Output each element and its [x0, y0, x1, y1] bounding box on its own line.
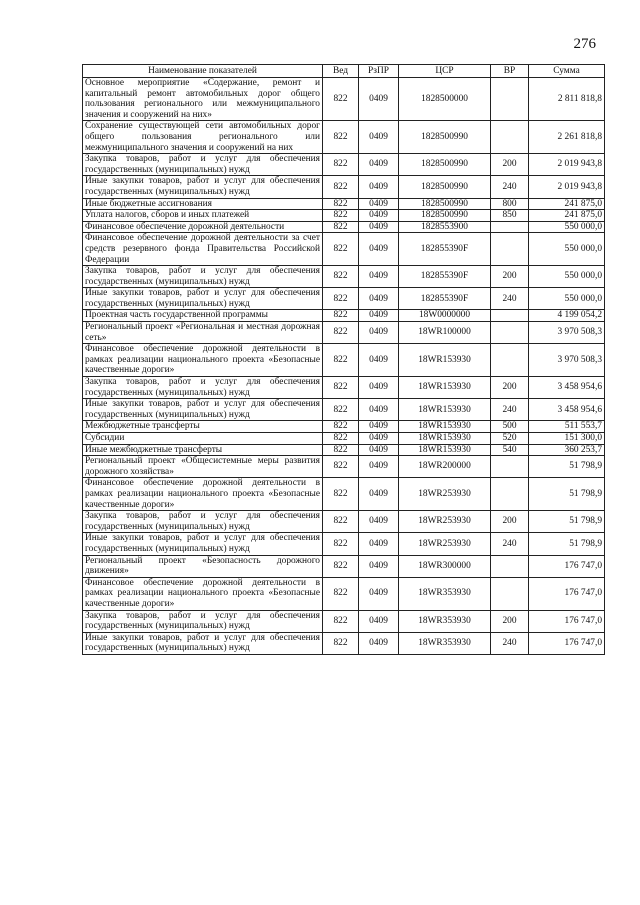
header-name: Наименование показателей	[83, 65, 323, 78]
cell-csr: 18WR153930	[399, 377, 491, 399]
cell-name: Региональный проект «Безопасность дорожного движения»	[83, 555, 323, 577]
cell-csr: 18WR353930	[399, 577, 491, 610]
cell-ved: 822	[323, 377, 359, 399]
cell-rzpr: 0409	[359, 577, 399, 610]
cell-vr: 500	[491, 421, 529, 433]
cell-vr: 240	[491, 288, 529, 310]
cell-vr	[491, 121, 529, 154]
cell-name: Субсидии	[83, 433, 323, 445]
table-row	[83, 176, 605, 198]
cell-vr	[491, 456, 529, 478]
table-row	[83, 288, 605, 310]
cell-name: Основное мероприятие «Содержание, ремонт и капитальный ремонт автомобильных дорог общего пользования регионального или межмуниципального значения и сооружений на них»	[83, 78, 323, 121]
table-row	[83, 610, 605, 632]
cell-ved: 822	[323, 610, 359, 632]
cell-vr: 200	[491, 511, 529, 533]
cell-vr: 240	[491, 533, 529, 555]
cell-csr: 18WR153930	[399, 444, 491, 456]
cell-vr	[491, 221, 529, 233]
cell-csr: 18WR153930	[399, 344, 491, 377]
cell-name: Иные закупки товаров, работ и услуг для обеспечения государственных (муниципальных) нужд	[83, 176, 323, 198]
cell-csr: 18WR200000	[399, 456, 491, 478]
cell-sum: 2 811 818,8	[529, 78, 605, 121]
cell-ved: 822	[323, 176, 359, 198]
cell-name: Финансовое обеспечение дорожной деятельности	[83, 221, 323, 233]
table-row	[83, 210, 605, 222]
cell-vr	[491, 478, 529, 511]
cell-ved: 822	[323, 266, 359, 288]
cell-csr: 18WR153930	[399, 433, 491, 445]
cell-ved: 822	[323, 555, 359, 577]
cell-rzpr: 0409	[359, 478, 399, 511]
cell-ved: 822	[323, 421, 359, 433]
cell-rzpr: 0409	[359, 511, 399, 533]
cell-rzpr: 0409	[359, 632, 399, 654]
table-row	[83, 221, 605, 233]
cell-ved: 822	[323, 233, 359, 266]
cell-sum: 3 970 508,3	[529, 322, 605, 344]
page-number: 276	[573, 36, 596, 52]
cell-name: Финансовое обеспечение дорожной деятельности в рамках реализации национального проекта «Безопасные качественные дороги»	[83, 577, 323, 610]
cell-vr	[491, 555, 529, 577]
cell-sum: 3 970 508,3	[529, 344, 605, 377]
cell-rzpr: 0409	[359, 533, 399, 555]
cell-rzpr: 0409	[359, 322, 399, 344]
header-csr: ЦСР	[399, 65, 491, 78]
cell-sum: 360 253,7	[529, 444, 605, 456]
cell-name: Иные закупки товаров, работ и услуг для обеспечения государственных (муниципальных) нужд	[83, 399, 323, 421]
cell-vr	[491, 310, 529, 322]
cell-csr: 1828500990	[399, 198, 491, 210]
table-row	[83, 577, 605, 610]
cell-sum: 151 300,0	[529, 433, 605, 445]
cell-sum: 51 798,9	[529, 533, 605, 555]
cell-sum: 550 000,0	[529, 221, 605, 233]
table-row	[83, 377, 605, 399]
cell-rzpr: 0409	[359, 176, 399, 198]
cell-vr: 200	[491, 377, 529, 399]
cell-name: Сохранение существующей сети автомобильных дорог общего пользования регионального или межмуниципального значения и сооружений на них	[83, 121, 323, 154]
cell-rzpr: 0409	[359, 266, 399, 288]
table-row	[83, 632, 605, 654]
cell-ved: 822	[323, 533, 359, 555]
cell-sum: 176 747,0	[529, 610, 605, 632]
cell-name: Проектная часть государственной программы	[83, 310, 323, 322]
cell-rzpr: 0409	[359, 399, 399, 421]
cell-ved: 822	[323, 322, 359, 344]
cell-vr	[491, 233, 529, 266]
cell-sum: 241 875,0	[529, 210, 605, 222]
cell-csr: 18WR153930	[399, 399, 491, 421]
cell-vr: 200	[491, 266, 529, 288]
cell-csr: 1828553900	[399, 221, 491, 233]
table-row	[83, 233, 605, 266]
cell-sum: 550 000,0	[529, 233, 605, 266]
cell-sum: 51 798,9	[529, 478, 605, 511]
cell-sum: 2 019 943,8	[529, 176, 605, 198]
cell-name: Финансовое обеспечение дорожной деятельности в рамках реализации национального проекта «Безопасные качественные дороги»	[83, 478, 323, 511]
budget-table	[82, 64, 605, 655]
cell-name: Межбюджетные трансферты	[83, 421, 323, 433]
cell-ved: 822	[323, 198, 359, 210]
cell-ved: 822	[323, 456, 359, 478]
cell-ved: 822	[323, 154, 359, 176]
cell-name: Иные закупки товаров, работ и услуг для обеспечения государственных (муниципальных) нужд	[83, 533, 323, 555]
cell-name: Иные закупки товаров, работ и услуг для обеспечения государственных (муниципальных) нужд	[83, 632, 323, 654]
cell-csr: 182855390F	[399, 266, 491, 288]
cell-csr: 182855390F	[399, 288, 491, 310]
cell-csr: 18WR300000	[399, 555, 491, 577]
cell-rzpr: 0409	[359, 344, 399, 377]
cell-ved: 822	[323, 121, 359, 154]
cell-name: Иные межбюджетные трансферты	[83, 444, 323, 456]
cell-sum: 51 798,9	[529, 456, 605, 478]
table-row	[83, 121, 605, 154]
header-vr: ВР	[491, 65, 529, 78]
cell-sum: 176 747,0	[529, 577, 605, 610]
cell-name: Региональный проект «Региональная и местная дорожная сеть»	[83, 322, 323, 344]
cell-rzpr: 0409	[359, 456, 399, 478]
header-ved: Вед	[323, 65, 359, 78]
cell-csr: 18WR253930	[399, 533, 491, 555]
cell-vr: 520	[491, 433, 529, 445]
cell-sum: 3 458 954,6	[529, 377, 605, 399]
cell-name: Региональный проект «Общесистемные меры развития дорожного хозяйства»	[83, 456, 323, 478]
cell-vr	[491, 577, 529, 610]
cell-sum: 241 875,0	[529, 198, 605, 210]
cell-name: Закупка товаров, работ и услуг для обеспечения государственных (муниципальных) нужд	[83, 266, 323, 288]
table-row	[83, 198, 605, 210]
cell-sum: 3 458 954,6	[529, 399, 605, 421]
table-row	[83, 555, 605, 577]
table-row	[83, 444, 605, 456]
cell-name: Закупка товаров, работ и услуг для обеспечения государственных (муниципальных) нужд	[83, 511, 323, 533]
table-row	[83, 154, 605, 176]
cell-csr: 18W0000000	[399, 310, 491, 322]
header-sum: Сумма	[529, 65, 605, 78]
cell-name: Финансовое обеспечение дорожной деятельности за счет средств резервного фонда Правительства Российской Федерации	[83, 233, 323, 266]
cell-vr	[491, 344, 529, 377]
cell-rzpr: 0409	[359, 121, 399, 154]
cell-vr	[491, 78, 529, 121]
cell-sum: 550 000,0	[529, 288, 605, 310]
cell-rzpr: 0409	[359, 433, 399, 445]
cell-csr: 1828500990	[399, 154, 491, 176]
cell-vr: 240	[491, 399, 529, 421]
cell-sum: 2 019 943,8	[529, 154, 605, 176]
cell-ved: 822	[323, 511, 359, 533]
cell-ved: 822	[323, 310, 359, 322]
table-row	[83, 421, 605, 433]
table-row	[83, 478, 605, 511]
cell-rzpr: 0409	[359, 198, 399, 210]
header-row	[83, 65, 605, 78]
cell-name: Уплата налогов, сборов и иных платежей	[83, 210, 323, 222]
table-row	[83, 78, 605, 121]
cell-vr: 200	[491, 154, 529, 176]
cell-rzpr: 0409	[359, 78, 399, 121]
cell-ved: 822	[323, 344, 359, 377]
table-row	[83, 310, 605, 322]
cell-name: Закупка товаров, работ и услуг для обеспечения государственных (муниципальных) нужд	[83, 377, 323, 399]
cell-rzpr: 0409	[359, 377, 399, 399]
table-row	[83, 456, 605, 478]
cell-sum: 51 798,9	[529, 511, 605, 533]
cell-csr: 18WR353930	[399, 632, 491, 654]
cell-name: Иные бюджетные ассигнования	[83, 198, 323, 210]
cell-vr: 540	[491, 444, 529, 456]
cell-csr: 1828500990	[399, 121, 491, 154]
cell-csr: 182855390F	[399, 233, 491, 266]
table-row	[83, 533, 605, 555]
cell-name: Закупка товаров, работ и услуг для обеспечения государственных (муниципальных) нужд	[83, 610, 323, 632]
cell-csr: 1828500000	[399, 78, 491, 121]
cell-sum: 550 000,0	[529, 266, 605, 288]
cell-sum: 511 553,7	[529, 421, 605, 433]
cell-ved: 822	[323, 433, 359, 445]
cell-ved: 822	[323, 78, 359, 121]
cell-rzpr: 0409	[359, 555, 399, 577]
cell-csr: 1828500990	[399, 176, 491, 198]
cell-csr: 1828500990	[399, 210, 491, 222]
table-body	[83, 78, 605, 655]
cell-csr: 18WR153930	[399, 421, 491, 433]
cell-name: Иные закупки товаров, работ и услуг для обеспечения государственных (муниципальных) нужд	[83, 288, 323, 310]
cell-vr: 240	[491, 176, 529, 198]
table-row	[83, 399, 605, 421]
cell-rzpr: 0409	[359, 610, 399, 632]
cell-csr: 18WR253930	[399, 511, 491, 533]
cell-vr: 800	[491, 198, 529, 210]
cell-name: Закупка товаров, работ и услуг для обеспечения государственных (муниципальных) нужд	[83, 154, 323, 176]
cell-sum: 2 261 818,8	[529, 121, 605, 154]
cell-sum: 176 747,0	[529, 555, 605, 577]
header-rzpr: РзПР	[359, 65, 399, 78]
cell-name: Финансовое обеспечение дорожной деятельности в рамках реализации национального проекта «Безопасные качественные дороги»	[83, 344, 323, 377]
cell-ved: 822	[323, 577, 359, 610]
cell-ved: 822	[323, 399, 359, 421]
cell-rzpr: 0409	[359, 221, 399, 233]
cell-csr: 18WR100000	[399, 322, 491, 344]
cell-ved: 822	[323, 444, 359, 456]
cell-csr: 18WR353930	[399, 610, 491, 632]
cell-sum: 4 199 054,2	[529, 310, 605, 322]
table-row	[83, 344, 605, 377]
table-row	[83, 322, 605, 344]
cell-vr: 850	[491, 210, 529, 222]
cell-rzpr: 0409	[359, 154, 399, 176]
cell-rzpr: 0409	[359, 210, 399, 222]
table-row	[83, 266, 605, 288]
cell-rzpr: 0409	[359, 310, 399, 322]
cell-ved: 822	[323, 288, 359, 310]
table-row	[83, 433, 605, 445]
cell-sum: 176 747,0	[529, 632, 605, 654]
cell-rzpr: 0409	[359, 233, 399, 266]
cell-ved: 822	[323, 478, 359, 511]
cell-csr: 18WR253930	[399, 478, 491, 511]
cell-rzpr: 0409	[359, 444, 399, 456]
table-header	[83, 65, 605, 78]
cell-rzpr: 0409	[359, 421, 399, 433]
cell-ved: 822	[323, 221, 359, 233]
table-row	[83, 511, 605, 533]
cell-ved: 822	[323, 210, 359, 222]
cell-ved: 822	[323, 632, 359, 654]
cell-vr	[491, 322, 529, 344]
cell-vr: 200	[491, 610, 529, 632]
cell-rzpr: 0409	[359, 288, 399, 310]
cell-vr: 240	[491, 632, 529, 654]
